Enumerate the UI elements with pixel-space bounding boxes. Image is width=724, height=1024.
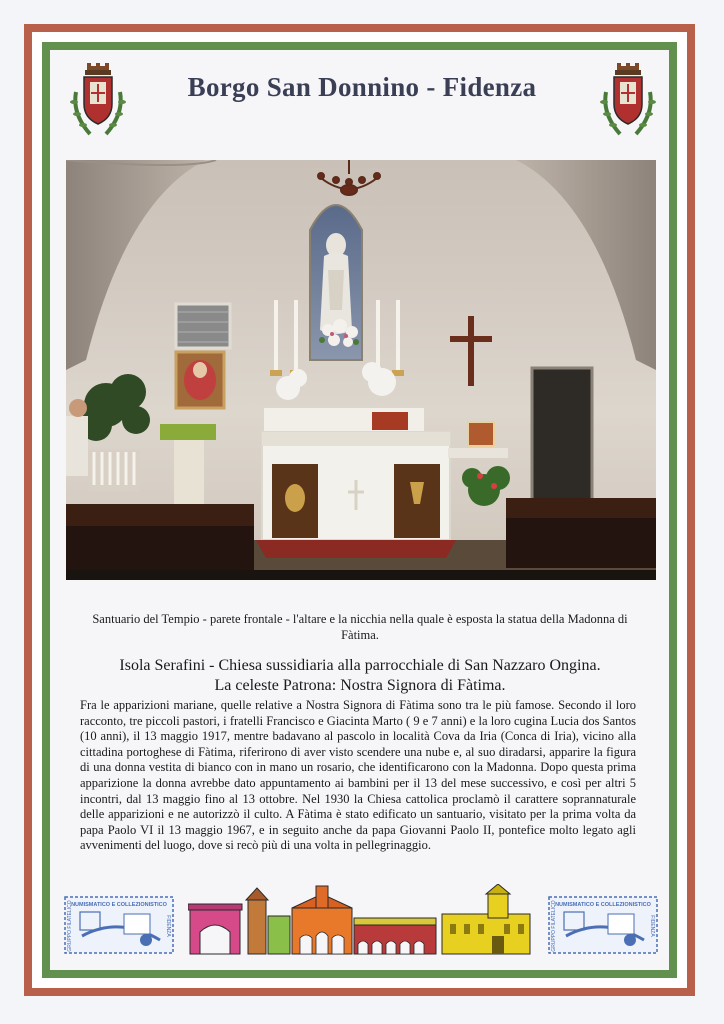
church-altar-photo [66, 160, 656, 580]
coat-of-arms-icon [598, 62, 658, 142]
club-logo-stamp-icon [64, 896, 174, 954]
photo-caption: Santuario del Tempio - parete frontale - l'altare e la nicchia nella quale è esposta la statua della Madonna di Fàtima. [92, 612, 628, 642]
club-logo-stamp-icon [548, 896, 658, 954]
coat-of-arms-icon [68, 62, 128, 142]
heading-line-2: La celeste Patrona: Nostra Signora di Fàtima. [214, 677, 506, 694]
stamp-side-left: GRUPPO FILATELICO [67, 900, 73, 952]
stamp-top-text: NUMISMATICO E COLLEZIONISTICO [555, 902, 651, 908]
stamp-side-right: FIDENZA [165, 915, 171, 937]
heading-line-1: Isola Serafini - Chiesa sussidiaria alla parrocchiale di San Nazzaro Ongina. [119, 657, 601, 674]
article-heading [70, 656, 650, 696]
stamp-side-left: GRUPPO FILATELICO [551, 900, 557, 952]
fidenza-skyline-icon [188, 884, 533, 956]
page-title: Borgo San Donnino - Fidenza [187, 72, 537, 102]
article-body: Fra le apparizioni mariane, quelle relative a Nostra Signora di Fàtima sono tra le più famose. Secondo il loro racconto, tre piccoli pastori, i fratelli Francisco e Giacinta Marto ( 9 e 7 anni) e la loro cugina Lucia dos Santos (10 anni), il 13 maggio 1917, mentre badavano al pascolo in località Cova da Iria (Conca di Iria), vicino alla cittadina portoghese di Fàtima, riferirono di aver visto scendere una nube e, al suo diradarsi, apparire la figura di una donna vestita di bianco con in mano un rosario, che identificarono con la Madonna. Dopo questa prima apparizione la donna avrebbe dato appuntamento ai bambini per il 13 del mese successivo, e così per altri 5 incontri, dal 13 maggio fino al 13 ottobre. Nel 1930 la Chiesa cattolica proclamò il carattere soprannaturale delle apparizioni e ne autorizzò il culto. A Fàtima è stato edificato un santuario, visitato per la prima volta da papa Paolo VI il 13 maggio 1967, e in seguito anche da papa Giovanni Paolo II, pontefice molto legato agli avvenimenti del luogo, dove si recò più di una volta in pellegrinaggio. [80, 698, 636, 853]
stamp-top-text: NUMISMATICO E COLLEZIONISTICO [71, 902, 167, 908]
stamp-side-right: FIDENZA [649, 915, 655, 937]
